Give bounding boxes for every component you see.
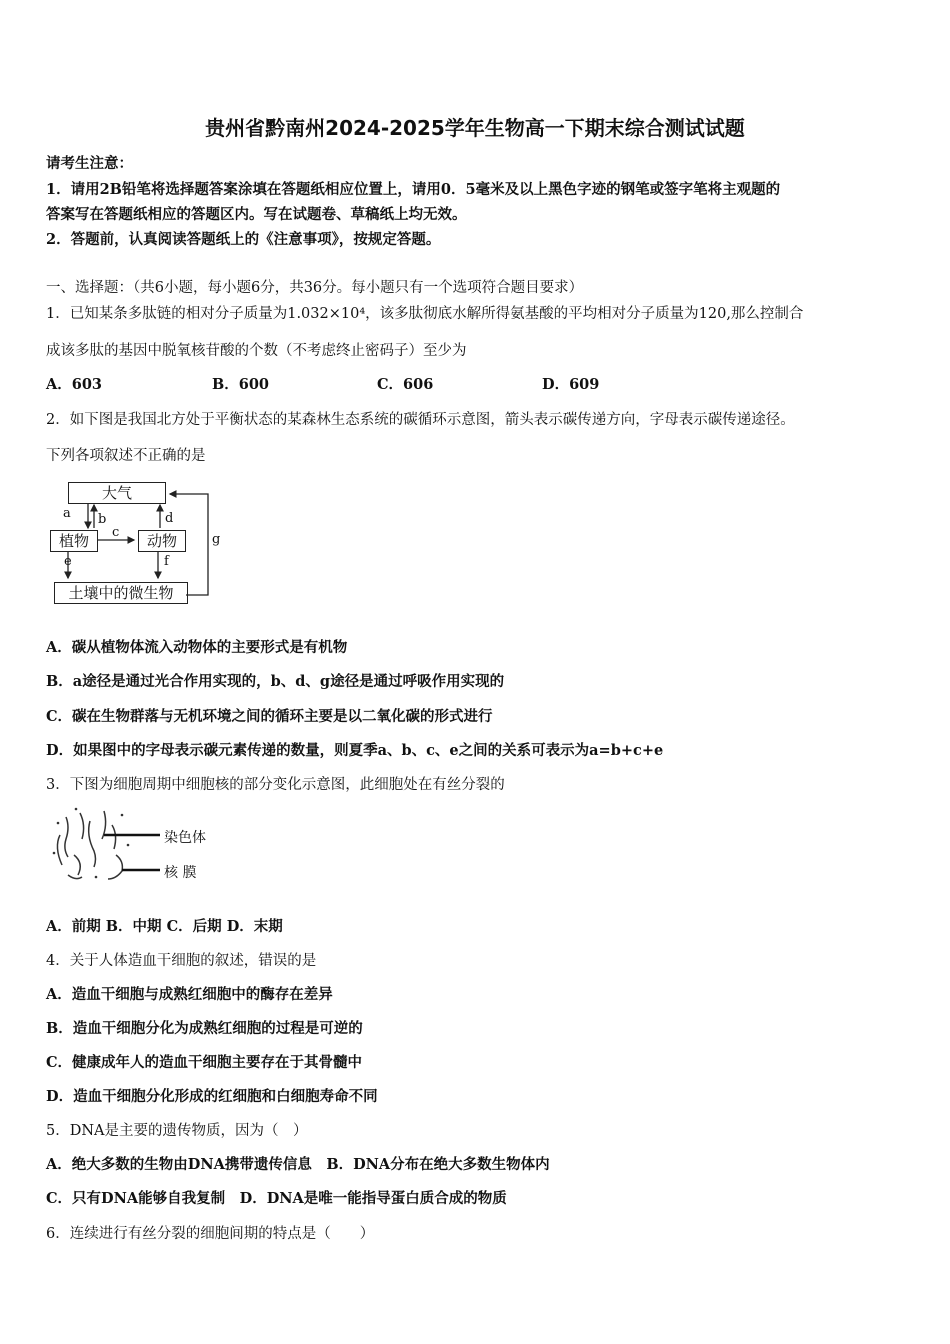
q3-options: A．前期 B．中期 C．后期 D．末期	[46, 918, 283, 935]
nucleus-sketch	[46, 805, 226, 895]
box-plant: 植物	[50, 530, 98, 552]
label-a: a	[63, 506, 71, 521]
label-e: e	[64, 554, 72, 569]
label-chromosome: 染色体	[164, 830, 206, 846]
label-g: g	[212, 532, 221, 547]
q2-option-a: A．碳从植物体流入动物体的主要形式是有机物	[46, 639, 348, 656]
section-heading: 一、选择题：（共6小题，每小题6分，共36分。每小题只有一个选项符合题目要求）	[46, 280, 584, 296]
q4-option-d: D．造血干细胞分化形成的红细胞和白细胞寿命不同	[46, 1088, 378, 1105]
label-d: d	[165, 511, 174, 526]
q2-option-b: B．a途径是通过光合作用实现的，b、d、g途径是通过呼吸作用实现的	[46, 673, 505, 690]
label-f: f	[164, 554, 169, 569]
box-air: 大气	[68, 482, 166, 504]
notice-line-1a: 1．请用2B铅笔将选择题答案涂填在答题纸相应位置上，请用0．5毫米及以上黑色字迹的钢笔或签字笔将主观题的	[46, 181, 781, 198]
label-b: b	[98, 512, 107, 527]
notice-line-1b: 答案写在答题纸相应的答题区内。写在试题卷、草稿纸上均无效。	[46, 206, 467, 223]
notice-heading: 请考生注意：	[46, 155, 133, 172]
q4-option-b: B．造血干细胞分化为成熟红细胞的过程是可逆的	[46, 1020, 363, 1037]
q5-options-ab: A．绝大多数的生物由DNA携带遗传信息 B．DNA分布在绝大多数生物体内	[46, 1156, 550, 1173]
q1-option-b: B．600	[212, 376, 270, 393]
exam-title: 贵州省黔南州2024-2025学年生物高一下期末综合测试试题	[205, 116, 745, 140]
q1-stem-line1: 1．已知某条多肽链的相对分子质量为1.032×10⁴，该多肽彻底水解所得氨基酸的平均相对分子质量为120,那么控制合	[46, 306, 804, 322]
box-animal: 动物	[138, 530, 186, 552]
label-nuclear-membrane: 核 膜	[164, 865, 197, 881]
q2-option-c: C．碳在生物群落与无机环境之间的循环主要是以二氧化碳的形式进行	[46, 708, 493, 725]
q2-stem-line1: 2．如下图是我国北方处于平衡状态的某森林生态系统的碳循环示意图，箭头表示碳传递方向，字母表示碳传递途径。	[46, 412, 795, 428]
box-soil-microbes: 土壤中的微生物	[54, 582, 188, 604]
q6-stem: 6．连续进行有丝分裂的细胞间期的特点是（ ）	[46, 1226, 375, 1242]
label-c: c	[112, 525, 120, 540]
q2-option-d: D．如果图中的字母表示碳元素传递的数量，则夏季a、b、c、e之间的关系可表示为a=b+c+e	[46, 742, 664, 759]
q5-options-cd: C．只有DNA能够自我复制 D．DNA是唯一能指导蛋白质合成的物质	[46, 1190, 507, 1207]
q4-option-a: A．造血干细胞与成熟红细胞中的酶存在差异	[46, 986, 333, 1003]
nucleus-diagram	[46, 805, 226, 895]
q3-stem: 3．下图为细胞周期中细胞核的部分变化示意图，此细胞处在有丝分裂的	[46, 777, 505, 793]
q5-stem: 5．DNA是主要的遗传物质，因为（ ）	[46, 1123, 308, 1139]
carbon-cycle-diagram	[46, 478, 236, 608]
q1-option-a: A．603	[46, 376, 103, 393]
q1-option-d: D．609	[542, 376, 600, 393]
notice-line-2: 2．答题前，认真阅读答题纸上的《注意事项》，按规定答题。	[46, 231, 441, 248]
q1-option-c: C．606	[377, 376, 434, 393]
q2-stem-line2: 下列各项叙述不正确的是	[46, 448, 206, 464]
q1-stem-line2: 成该多肽的基因中脱氧核苷酸的个数（不考虑终止密码子）至少为	[46, 343, 467, 359]
q4-option-c: C．健康成年人的造血干细胞主要存在于其骨髓中	[46, 1054, 363, 1071]
q4-stem: 4．关于人体造血干细胞的叙述，错误的是	[46, 953, 317, 969]
